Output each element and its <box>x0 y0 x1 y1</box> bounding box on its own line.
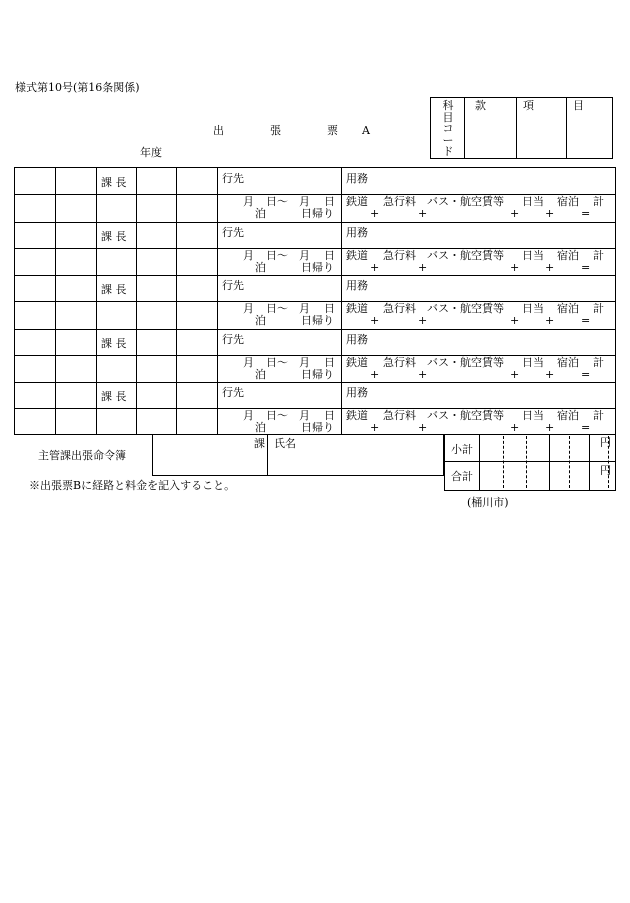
date-month: 月 <box>243 409 254 422</box>
date-day: 日 <box>324 248 335 262</box>
total-box <box>444 434 616 491</box>
section-label: 課 長 <box>101 336 127 350</box>
code-col-moku: 目 <box>573 99 584 112</box>
title-char: 出 <box>213 124 224 137</box>
op-plus: + <box>545 260 555 274</box>
section-label: 課 長 <box>101 390 127 403</box>
date-day-from: 日〜 <box>266 355 288 369</box>
cost-total: 計 <box>593 409 604 422</box>
purpose-label: 用務 <box>346 386 368 399</box>
cost-railway: 鉄道 <box>346 355 368 369</box>
op-plus: + <box>370 367 380 381</box>
day-trip-label: 日帰り <box>301 367 334 381</box>
code-label-char: 目 <box>442 110 454 124</box>
cost-lodging: 宿泊 <box>557 302 579 315</box>
cost-express: 急行料 <box>383 195 416 208</box>
subject-code-box <box>430 97 613 159</box>
order-book-label: 主管課出張命令簿 <box>38 449 126 462</box>
cost-daily: 日当 <box>522 409 544 422</box>
purpose-label: 用務 <box>346 172 368 185</box>
op-plus: + <box>418 421 428 434</box>
op-plus: + <box>418 314 428 327</box>
op-plus: + <box>510 421 520 434</box>
op-plus: + <box>510 367 520 381</box>
cost-daily: 日当 <box>522 195 544 208</box>
day-trip-label: 日帰り <box>301 421 334 434</box>
date-day: 日 <box>324 195 335 208</box>
date-day-from: 日〜 <box>266 409 288 422</box>
op-equals: = <box>581 260 591 274</box>
cost-daily: 日当 <box>522 355 544 369</box>
op-plus: + <box>510 314 520 327</box>
date-day-from: 日〜 <box>266 195 288 208</box>
op-plus: + <box>545 421 555 434</box>
op-equals: = <box>581 421 591 434</box>
destination-label: 行先 <box>222 332 244 346</box>
destination-label: 行先 <box>222 172 244 185</box>
trip-table <box>14 167 616 435</box>
section-label: 課 <box>254 437 265 450</box>
date-month: 月 <box>243 355 254 369</box>
section-label: 課 長 <box>101 176 127 189</box>
code-col-kan: 款 <box>475 99 486 112</box>
purpose-label: 用務 <box>346 279 368 292</box>
date-month: 月 <box>243 195 254 208</box>
cost-bus-air: バス・航空賃等 <box>427 302 504 315</box>
cost-lodging: 宿泊 <box>557 195 579 208</box>
nights-label: 泊 <box>255 260 266 274</box>
cost-bus-air: バス・航空賃等 <box>427 409 504 422</box>
op-equals: = <box>581 207 591 220</box>
order-box <box>152 434 444 476</box>
op-plus: + <box>545 207 555 220</box>
op-plus: + <box>510 207 520 220</box>
op-plus: + <box>510 260 520 274</box>
cost-express: 急行料 <box>383 409 416 422</box>
op-plus: + <box>370 207 380 220</box>
row-separator <box>15 275 615 276</box>
cost-railway: 鉄道 <box>346 248 368 262</box>
subtotal-label: 小計 <box>451 443 473 456</box>
note-text: ※出張票Bに経路と料金を記入すること。 <box>29 479 236 492</box>
op-plus: + <box>418 367 428 381</box>
code-label-char: 科 <box>442 99 454 112</box>
code-col-kou: 項 <box>523 99 534 112</box>
op-equals: = <box>581 367 591 381</box>
date-month: 月 <box>299 248 310 262</box>
nights-label: 泊 <box>255 207 266 220</box>
date-month: 月 <box>299 195 310 208</box>
destination-label: 行先 <box>222 225 244 239</box>
section-label: 課 長 <box>101 229 127 243</box>
destination-label: 行先 <box>222 386 244 399</box>
title-char: 張 <box>270 124 281 137</box>
day-trip-label: 日帰り <box>301 207 334 220</box>
cost-daily: 日当 <box>522 248 544 262</box>
yen-unit: 円 <box>600 436 611 449</box>
day-trip-label: 日帰り <box>301 314 334 327</box>
purpose-label: 用務 <box>346 225 368 239</box>
code-label-char: ー <box>442 133 454 147</box>
subject-code-label <box>441 100 455 158</box>
cost-total: 計 <box>593 355 604 369</box>
cost-total: 計 <box>593 195 604 208</box>
op-plus: + <box>418 207 428 220</box>
nights-label: 泊 <box>255 314 266 327</box>
date-month: 月 <box>243 302 254 315</box>
row-separator <box>15 382 615 383</box>
date-day: 日 <box>324 409 335 422</box>
date-day: 日 <box>324 302 335 315</box>
cost-railway: 鉄道 <box>346 302 368 315</box>
cost-railway: 鉄道 <box>346 195 368 208</box>
op-plus: + <box>370 314 380 327</box>
nights-label: 泊 <box>255 367 266 381</box>
cost-lodging: 宿泊 <box>557 355 579 369</box>
destination-label: 行先 <box>222 279 244 292</box>
total-label: 合計 <box>451 470 473 483</box>
row-separator <box>15 222 615 223</box>
section-label: 課 長 <box>101 283 127 296</box>
cost-express: 急行料 <box>383 302 416 315</box>
cost-lodging: 宿泊 <box>557 248 579 262</box>
date-day: 日 <box>324 355 335 369</box>
cost-railway: 鉄道 <box>346 409 368 422</box>
cost-express: 急行料 <box>383 248 416 262</box>
cost-lodging: 宿泊 <box>557 409 579 422</box>
purpose-label: 用務 <box>346 332 368 346</box>
date-day-from: 日〜 <box>266 302 288 315</box>
title-char: 票 <box>327 124 338 137</box>
cost-daily: 日当 <box>522 302 544 315</box>
cost-total: 計 <box>593 302 604 315</box>
op-plus: + <box>370 421 380 434</box>
op-plus: + <box>545 314 555 327</box>
cost-express: 急行料 <box>383 355 416 369</box>
cost-total: 計 <box>593 248 604 262</box>
code-label-char: コ <box>442 122 454 135</box>
cost-bus-air: バス・航空賃等 <box>427 355 504 369</box>
date-day-from: 日〜 <box>266 248 288 262</box>
op-plus: + <box>370 260 380 274</box>
cost-bus-air: バス・航空賃等 <box>427 195 504 208</box>
nights-label: 泊 <box>255 421 266 434</box>
date-month: 月 <box>299 409 310 422</box>
op-plus: + <box>418 260 428 274</box>
op-equals: = <box>581 314 591 327</box>
yen-unit: 円 <box>600 464 611 477</box>
code-label-char: ド <box>442 145 454 158</box>
date-month: 月 <box>299 302 310 315</box>
city-name: (桶川市) <box>467 496 509 509</box>
cost-bus-air: バス・航空賃等 <box>427 248 504 262</box>
title-char: A <box>362 124 370 137</box>
date-month: 月 <box>299 355 310 369</box>
name-label: 氏名 <box>274 437 296 450</box>
fiscal-year-label: 年度 <box>140 146 162 159</box>
date-month: 月 <box>243 248 254 262</box>
op-plus: + <box>545 367 555 381</box>
row-separator <box>15 329 615 330</box>
form-number: 様式第10号(第16条関係) <box>15 81 140 94</box>
day-trip-label: 日帰り <box>301 260 334 274</box>
